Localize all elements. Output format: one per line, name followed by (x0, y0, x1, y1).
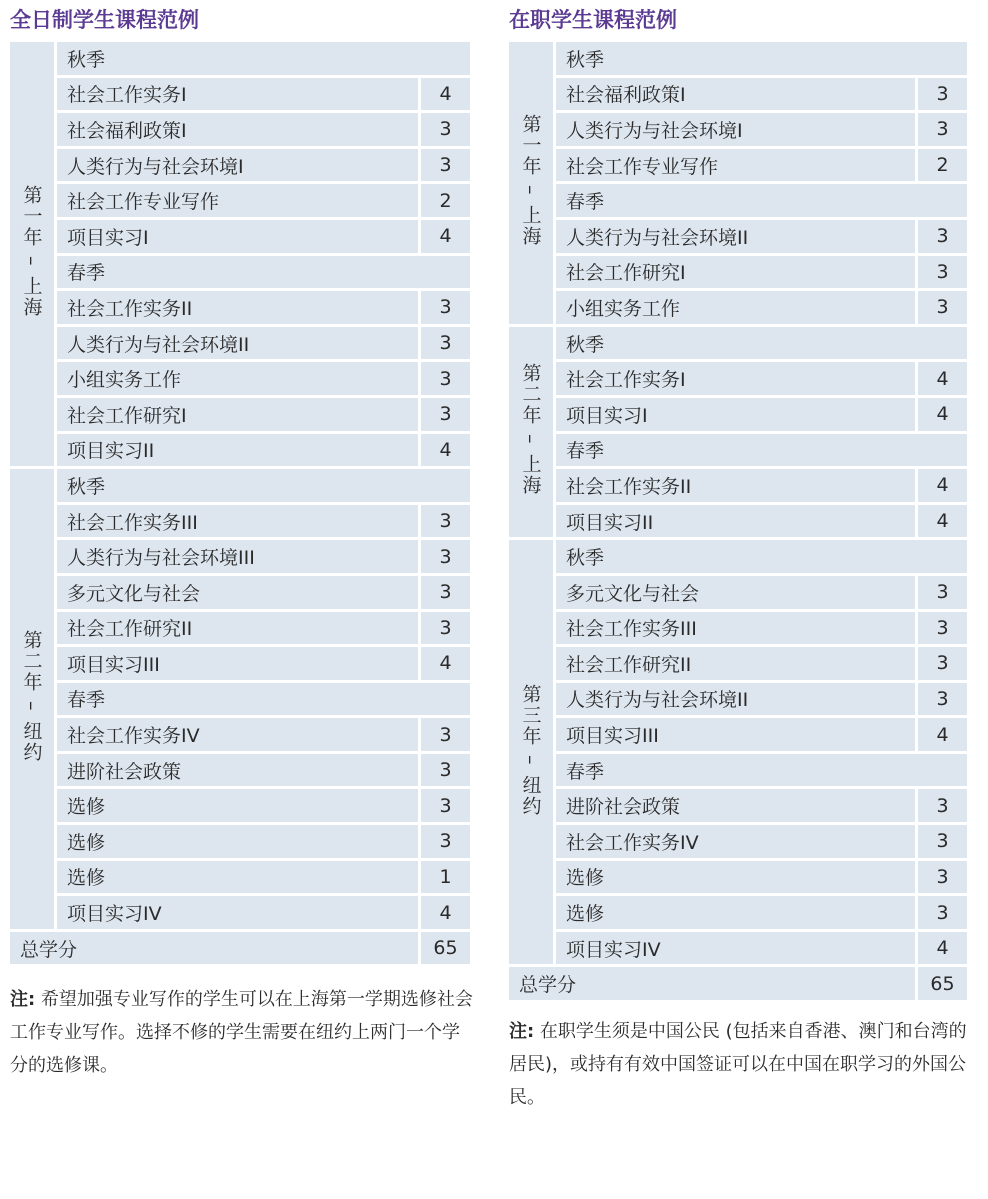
course-name: 项目实习III (556, 718, 918, 754)
total-row (10, 932, 473, 968)
course-credit: 3 (918, 789, 970, 825)
course-name: 社会工作实务IV (57, 718, 421, 754)
course-name: 社会工作实务III (57, 505, 421, 541)
course-credit: 1 (421, 861, 473, 897)
course-row (10, 398, 473, 434)
season-label: 秋季 (556, 42, 970, 78)
season-label: 秋季 (556, 327, 970, 363)
season-row (10, 469, 473, 505)
course-row (509, 932, 970, 968)
course-name: 选修 (556, 896, 918, 932)
course-credit: 4 (918, 505, 970, 541)
season-label: 春季 (556, 434, 970, 470)
fulltime-title: 全日制学生课程范例 (10, 8, 199, 32)
course-credit: 4 (421, 78, 473, 114)
course-name: 多元文化与社会 (57, 576, 421, 612)
course-row (10, 612, 473, 648)
course-row (509, 256, 970, 292)
year-label: 第二年 – 上海 (519, 363, 542, 496)
season-row (509, 327, 970, 363)
parttime-section (509, 0, 970, 1114)
season-row (509, 42, 970, 78)
course-name: 人类行为与社会环境II (57, 327, 421, 363)
course-name: 小组实务工作 (556, 291, 918, 327)
course-credit: 3 (918, 683, 970, 719)
season-row (509, 754, 970, 790)
course-name: 社会工作研究I (556, 256, 918, 292)
course-row (509, 647, 970, 683)
course-row (10, 754, 473, 790)
season-row (509, 184, 970, 220)
note-text: 在职学生须是中国公民 (包括来自香港、澳门和台湾的居民)，或持有有效中国签证可以在中国在职学习的外国公民。 (509, 1021, 967, 1109)
course-credit: 2 (421, 184, 473, 220)
course-credit: 3 (918, 647, 970, 683)
course-credit: 3 (918, 78, 970, 114)
course-name: 人类行为与社会环境II (556, 220, 918, 256)
total-row (509, 967, 970, 1003)
course-credit: 4 (421, 647, 473, 683)
course-row (10, 362, 473, 398)
course-row (10, 718, 473, 754)
course-credit: 3 (918, 220, 970, 256)
total-label: 总学分 (10, 932, 421, 968)
course-row (10, 220, 473, 256)
note-text: 希望加强专业写作的学生可以在上海第一学期选修社会工作专业写作。选择不修的学生需要在纽约上两门一个学分的选修课。 (10, 989, 473, 1077)
course-credit: 3 (421, 825, 473, 861)
course-credit: 3 (421, 789, 473, 825)
parttime-title: 在职学生课程范例 (509, 8, 677, 32)
course-name: 社会工作专业写作 (556, 149, 918, 185)
course-credit: 3 (421, 149, 473, 185)
course-credit: 3 (918, 896, 970, 932)
course-credit: 3 (421, 113, 473, 149)
course-name: 进阶社会政策 (57, 754, 421, 790)
course-row (509, 612, 970, 648)
course-name: 选修 (57, 825, 421, 861)
course-credit: 3 (421, 540, 473, 576)
course-row (10, 896, 473, 932)
course-row (10, 540, 473, 576)
course-name: 多元文化与社会 (556, 576, 918, 612)
total-label: 总学分 (509, 967, 918, 1003)
note-label: 注: (10, 989, 36, 1011)
total-value: 65 (918, 967, 970, 1003)
course-credit: 3 (918, 825, 970, 861)
fulltime-table (10, 42, 473, 967)
course-credit: 4 (421, 220, 473, 256)
course-row (10, 78, 473, 114)
season-label: 春季 (57, 683, 473, 719)
season-row (10, 683, 473, 719)
course-credit: 4 (421, 434, 473, 470)
course-row (509, 291, 970, 327)
course-credit: 4 (918, 718, 970, 754)
course-row (509, 825, 970, 861)
note-label: 注: (509, 1021, 535, 1043)
season-row (509, 434, 970, 470)
season-label: 春季 (556, 754, 970, 790)
course-name: 社会工作实务II (57, 291, 421, 327)
season-label: 春季 (57, 256, 473, 292)
course-credit: 3 (421, 505, 473, 541)
course-name: 选修 (57, 861, 421, 897)
course-row (10, 113, 473, 149)
year-cell (509, 327, 556, 541)
course-credit: 3 (918, 291, 970, 327)
course-row (10, 825, 473, 861)
course-row (10, 291, 473, 327)
course-credit: 3 (421, 291, 473, 327)
course-credit: 3 (421, 754, 473, 790)
year-cell (509, 42, 556, 327)
fulltime-note (10, 983, 475, 1082)
season-row (10, 256, 473, 292)
course-name: 选修 (556, 861, 918, 897)
season-label: 秋季 (556, 540, 970, 576)
course-row (509, 113, 970, 149)
course-name: 社会工作实务I (556, 362, 918, 398)
course-name: 项目实习I (57, 220, 421, 256)
parttime-table (509, 42, 970, 1003)
course-name: 社会工作实务I (57, 78, 421, 114)
course-name: 项目实习III (57, 647, 421, 683)
course-row (10, 184, 473, 220)
course-name: 社会工作研究II (556, 647, 918, 683)
course-row (509, 789, 970, 825)
course-row (509, 398, 970, 434)
season-row (10, 42, 473, 78)
course-name: 进阶社会政策 (556, 789, 918, 825)
course-name: 社会福利政策I (556, 78, 918, 114)
course-name: 项目实习I (556, 398, 918, 434)
year-label: 第一年 – 上海 (20, 185, 43, 318)
course-row (509, 78, 970, 114)
course-row (509, 576, 970, 612)
course-credit: 3 (918, 113, 970, 149)
course-credit: 3 (421, 576, 473, 612)
course-name: 人类行为与社会环境III (57, 540, 421, 576)
course-credit: 3 (918, 256, 970, 292)
course-row (10, 861, 473, 897)
course-row (509, 683, 970, 719)
course-credit: 3 (918, 576, 970, 612)
year-label: 第三年 – 纽约 (519, 683, 542, 817)
year-cell (509, 540, 556, 967)
course-row (509, 505, 970, 541)
course-row (509, 220, 970, 256)
season-label: 秋季 (57, 42, 473, 78)
course-name: 社会工作专业写作 (57, 184, 421, 220)
course-row (10, 149, 473, 185)
parttime-note (509, 1015, 984, 1114)
course-name: 选修 (57, 789, 421, 825)
year-label: 第一年 – 上海 (519, 114, 542, 247)
course-row (10, 434, 473, 470)
course-row (509, 149, 970, 185)
course-row (509, 861, 970, 897)
course-name: 项目实习II (57, 434, 421, 470)
course-credit: 4 (918, 362, 970, 398)
season-row (509, 540, 970, 576)
fulltime-section (10, 0, 473, 1082)
year-cell (10, 469, 57, 932)
course-credit: 4 (918, 398, 970, 434)
course-row (10, 327, 473, 363)
course-name: 项目实习IV (556, 932, 918, 968)
course-row (10, 647, 473, 683)
season-label: 秋季 (57, 469, 473, 505)
course-row (509, 362, 970, 398)
course-name: 小组实务工作 (57, 362, 421, 398)
course-row (10, 576, 473, 612)
course-name: 社会工作实务III (556, 612, 918, 648)
course-credit: 4 (918, 469, 970, 505)
course-credit: 3 (421, 612, 473, 648)
course-name: 人类行为与社会环境I (556, 113, 918, 149)
course-name: 人类行为与社会环境I (57, 149, 421, 185)
season-label: 春季 (556, 184, 970, 220)
year-label: 第二年 – 纽约 (20, 630, 43, 763)
course-row (509, 896, 970, 932)
course-credit: 3 (421, 398, 473, 434)
course-row (509, 718, 970, 754)
course-row (10, 789, 473, 825)
course-name: 项目实习IV (57, 896, 421, 932)
course-credit: 3 (421, 718, 473, 754)
course-credit: 3 (918, 612, 970, 648)
course-name: 项目实习II (556, 505, 918, 541)
course-name: 社会工作实务II (556, 469, 918, 505)
course-credit: 3 (421, 362, 473, 398)
course-row (10, 505, 473, 541)
course-name: 社会工作研究II (57, 612, 421, 648)
course-credit: 2 (918, 149, 970, 185)
course-credit: 3 (918, 861, 970, 897)
course-credit: 3 (421, 327, 473, 363)
course-name: 社会工作实务IV (556, 825, 918, 861)
total-value: 65 (421, 932, 473, 968)
course-name: 社会工作研究I (57, 398, 421, 434)
course-credit: 4 (421, 896, 473, 932)
year-cell (10, 42, 57, 469)
course-name: 社会福利政策I (57, 113, 421, 149)
course-credit: 4 (918, 932, 970, 968)
course-name: 人类行为与社会环境II (556, 683, 918, 719)
course-row (509, 469, 970, 505)
